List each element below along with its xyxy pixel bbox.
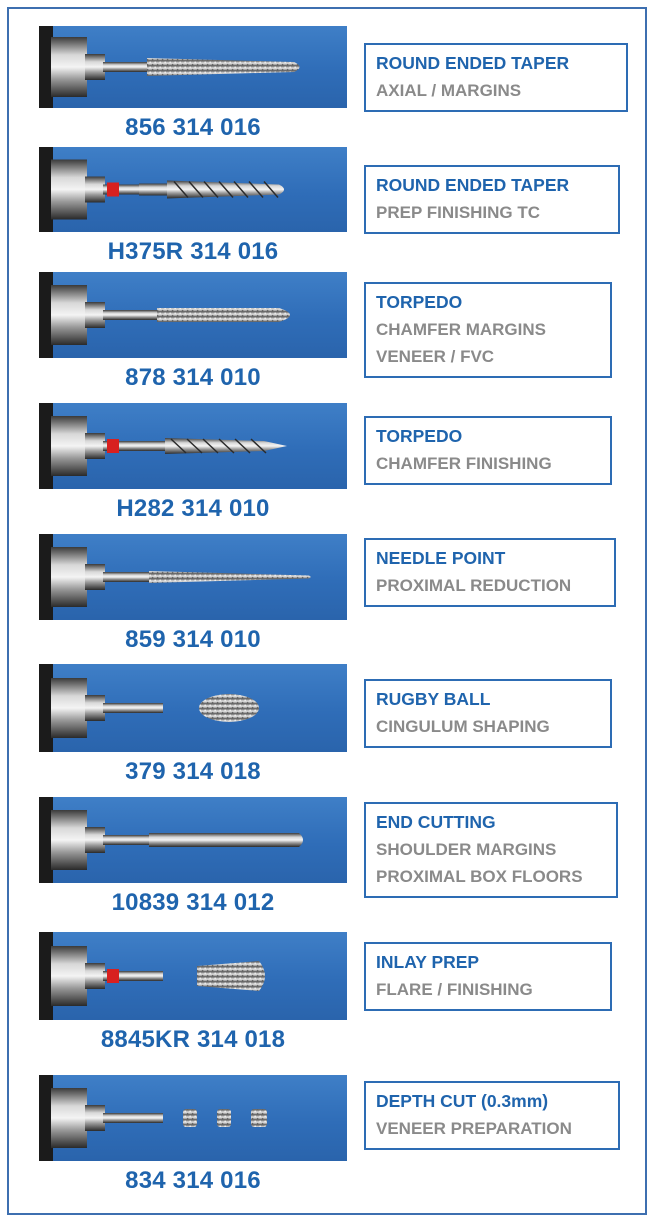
bur-shape-title: DEPTH CUT (0.3mm) xyxy=(376,1091,549,1111)
bur-collar xyxy=(85,433,105,459)
bur-photo xyxy=(39,272,347,358)
bur-head xyxy=(149,833,303,847)
chuck-shadow xyxy=(39,932,53,1020)
bur-shape-title: TORPEDO xyxy=(376,426,463,446)
catalog-frame xyxy=(7,7,647,1215)
bur-photo xyxy=(39,797,347,883)
red-band-icon xyxy=(107,183,119,197)
chuck-shadow xyxy=(39,26,53,108)
bur-head xyxy=(147,58,300,76)
chuck-shadow xyxy=(39,403,53,489)
bur-photo xyxy=(39,932,347,1020)
bur-shank-base xyxy=(51,160,87,220)
bur-description-box xyxy=(364,165,620,234)
bur-use-line: CINGULUM SHAPING xyxy=(376,717,550,736)
bur-use-line: SHOULDER MARGINS xyxy=(376,840,557,859)
bur-collar xyxy=(85,54,105,80)
bur-shape-title: NEEDLE POINT xyxy=(376,548,506,568)
bur-shape-title: TORPEDO xyxy=(376,292,463,312)
bur-code: H282 314 010 xyxy=(116,495,270,522)
bur-collar xyxy=(85,695,105,721)
bur-shank-base xyxy=(51,285,87,345)
bur-collar xyxy=(85,963,105,989)
bur-description-box xyxy=(364,679,612,748)
bur-photo xyxy=(39,534,347,620)
bur-use-line: PREP FINISHING TC xyxy=(376,203,541,222)
bur-illustration xyxy=(39,272,347,358)
bur-illustration xyxy=(39,664,347,752)
bur-shape-title: END CUTTING xyxy=(376,812,496,832)
bur-neck xyxy=(103,310,163,320)
bur-use-line: VENEER / FVC xyxy=(376,347,495,366)
bur-head xyxy=(199,694,259,722)
bur-shank-base xyxy=(51,547,87,607)
chuck-shadow xyxy=(39,1075,53,1161)
bur-use-line: AXIAL / MARGINS xyxy=(376,81,522,100)
red-band-icon xyxy=(107,969,119,983)
bur-shape-title: INLAY PREP xyxy=(376,952,480,972)
bur-neck xyxy=(103,703,163,713)
bur-use-line: FLARE / FINISHING xyxy=(376,980,533,999)
bur-description-box xyxy=(364,43,628,112)
bur-photo xyxy=(39,1075,347,1161)
bur-shank-base xyxy=(51,416,87,476)
bur-code: 10839 314 012 xyxy=(111,889,275,916)
bur-shank-base xyxy=(51,37,87,97)
bur-illustration xyxy=(39,932,347,1020)
bur-shape-title: RUGBY BALL xyxy=(376,689,491,709)
bur-illustration xyxy=(39,534,347,620)
bur-description-box xyxy=(364,942,612,1011)
bur-illustration xyxy=(39,26,347,108)
chuck-shadow xyxy=(39,797,53,883)
bur-use-line: CHAMFER FINISHING xyxy=(376,454,552,473)
bur-use-line: PROXIMAL REDUCTION xyxy=(376,576,572,595)
bur-description-box xyxy=(364,282,612,378)
bur-shank-base xyxy=(51,946,87,1006)
chuck-shadow xyxy=(39,147,53,232)
chuck-shadow xyxy=(39,272,53,358)
bur-use-line: PROXIMAL BOX FLOORS xyxy=(376,867,583,886)
bur-code: H375R 314 016 xyxy=(107,238,279,265)
bur-photo xyxy=(39,26,347,108)
bur-shank-base xyxy=(51,678,87,738)
bur-shank-base xyxy=(51,1088,87,1148)
bur-photo xyxy=(39,664,347,752)
bur-collar xyxy=(85,302,105,328)
bur-collar xyxy=(85,564,105,590)
bur-neck xyxy=(103,1113,163,1123)
bur-description-box xyxy=(364,802,618,898)
bur-illustration xyxy=(39,797,347,883)
bur-photo xyxy=(39,403,347,489)
bur-use-line: CHAMFER MARGINS xyxy=(376,320,546,339)
bur-code: 379 314 018 xyxy=(125,758,261,785)
chuck-shadow xyxy=(39,664,53,752)
bur-code: 834 314 016 xyxy=(125,1167,261,1194)
bur-head xyxy=(149,571,311,583)
bur-shape-title: ROUND ENDED TAPER xyxy=(376,53,570,73)
bur-collar xyxy=(85,827,105,853)
bur-shank-base xyxy=(51,810,87,870)
bur-collar xyxy=(85,177,105,203)
bur-head xyxy=(197,961,265,991)
bur-collar xyxy=(85,1105,105,1131)
red-band-icon xyxy=(107,439,119,453)
bur-shape-title: ROUND ENDED TAPER xyxy=(376,175,570,195)
bur-description-box xyxy=(364,1081,620,1150)
bur-head xyxy=(157,308,290,322)
bur-illustration xyxy=(39,403,347,489)
bur-illustration xyxy=(39,1075,347,1161)
bur-code: 859 314 010 xyxy=(125,626,261,653)
bur-description-box xyxy=(364,538,616,607)
bur-use-line: VENEER PREPARATION xyxy=(376,1119,572,1138)
bur-description-box xyxy=(364,416,612,485)
bur-code: 878 314 010 xyxy=(125,364,261,391)
chuck-shadow xyxy=(39,534,53,620)
bur-code: 856 314 016 xyxy=(125,114,261,141)
bur-illustration xyxy=(39,147,347,232)
bur-code: 8845KR 314 018 xyxy=(100,1026,286,1053)
bur-photo xyxy=(39,147,347,232)
